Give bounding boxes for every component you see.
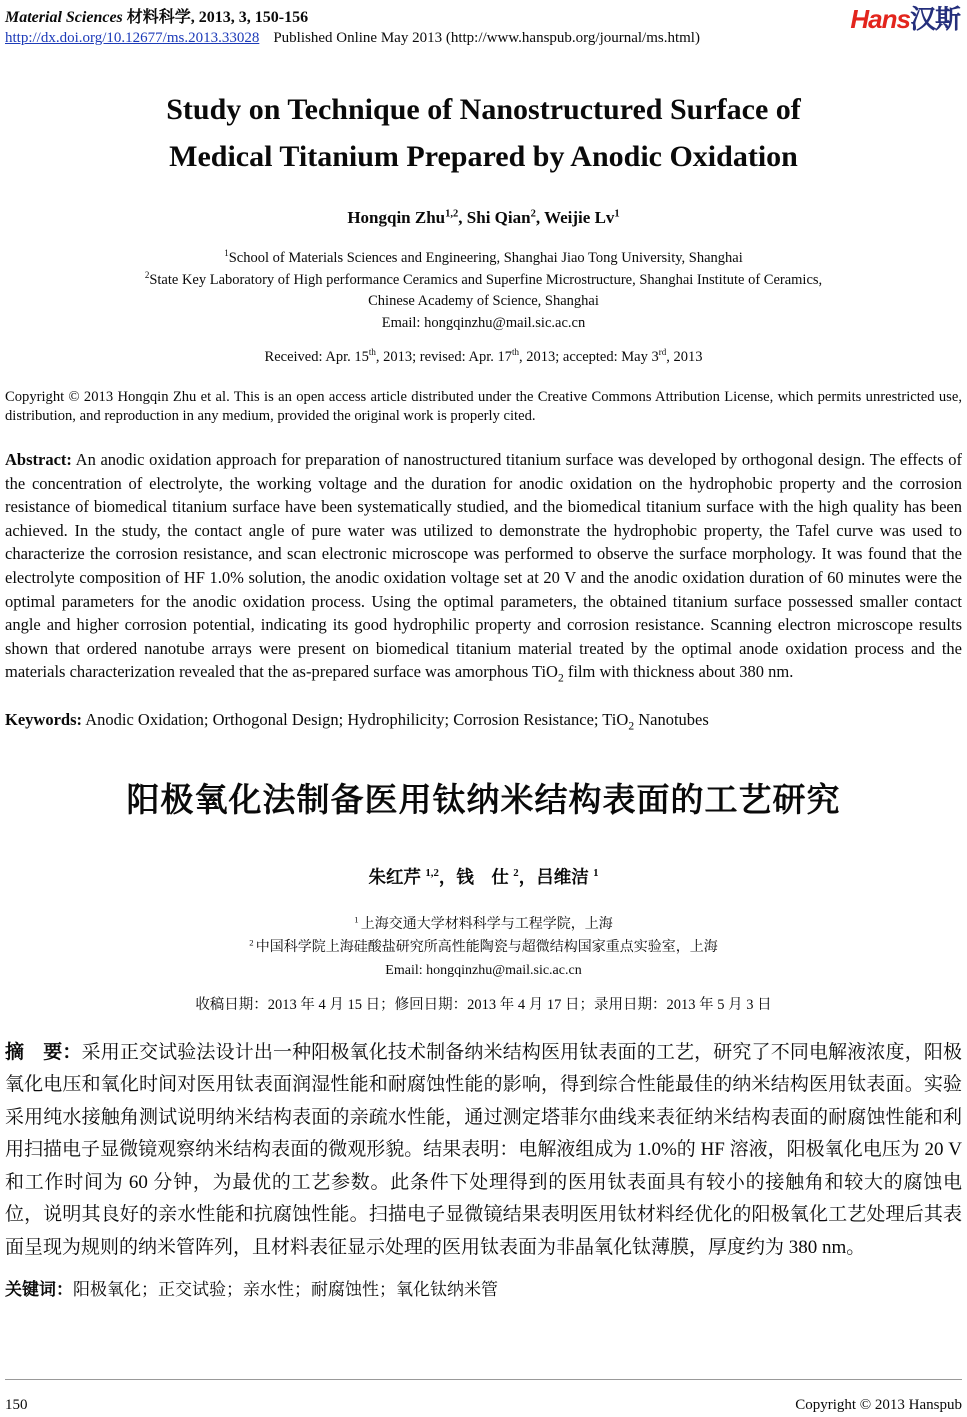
affiliation-1-marker: 1 — [224, 248, 229, 259]
keywords-cn — [5, 1278, 962, 1302]
author-separator: , — [535, 208, 545, 227]
author-separator-cn: ，钱 仕 — [438, 866, 514, 887]
journal-citation-line — [5, 8, 962, 28]
tio2-subscript: 2 — [628, 720, 635, 733]
accepted-year: , 2013 — [666, 349, 703, 365]
published-online-text: Published Online May 2013 (http://www.hanspub.org/journal/ms.html) — [273, 30, 700, 46]
authors-cn — [5, 865, 962, 889]
affiliation-1-cn — [5, 913, 962, 936]
keywords-label-cn: 关键词： — [5, 1280, 73, 1300]
ordinal-suffix: th — [511, 347, 519, 358]
author-3: Weijie Lv — [544, 208, 615, 227]
affiliation-1-text: School of Materials Sciences and Engineering, Shanghai Jiao Tong University, Shanghai — [228, 250, 743, 266]
received-text: Received: Apr. 15 — [264, 349, 369, 365]
footer-copyright: Copyright © 2013 Hanspub — [795, 1397, 962, 1413]
hans-logo-chinese: 汉斯 — [909, 4, 960, 34]
abstract-body-cn: 采用正交试验法设计出一种阳极氧化技术制备纳米结构医用钛表面的工艺，研究了不同电解液浓度，阳极氧化电压和氧化时间对医用钛表面润湿性能和耐腐蚀性能的影响，得到综合性能最佳的纳米结构医用钛表面。实验采用纯水接触角测试说明纳米结构表面的亲疏水性能，通过测定塔菲尔曲线来表征纳米结构表面的耐腐蚀性能和利用扫描电子显微镜观察纳米结构表面的微观形貌。结果表明：电解液组成为 1.0%的 HF 溶液，阳极氧化电压为 20 V 和工作时间为 60 分钟，为最优的工艺参数。此条件下处理得到的医用钛表面具有较小的接触角和较大的腐蚀电位，说明其良好的亲水性能和抗腐蚀性能。扫描电子显微镜结果表明医用钛材料经优化的阳极氧化工艺处理后其表面呈现为规则的纳米管阵列，且材料表征显示处理的医用钛表面为非晶氧化钛薄膜，厚度约为 380 nm。 — [5, 1041, 962, 1258]
affiliation-2-cn-marker: 2 — [249, 937, 256, 948]
dates-line-cn: 收稿日期：2013 年 4 月 15 日；修回日期：2013 年 4 月 17 日；录用日期：2013 年 5 月 3 日 — [195, 996, 772, 1013]
keywords-body-cn: 阳极氧化；正交试验；亲水性；耐腐蚀性；氧化钛纳米管 — [73, 1280, 498, 1300]
hanspub-logo — [850, 6, 960, 32]
author-3-cn-marker: 1 — [593, 867, 599, 880]
affiliations-cn — [5, 913, 962, 982]
hans-logo-latin: Hans — [850, 4, 910, 34]
doi-link[interactable]: http://dx.doi.org/10.12677/ms.2013.33028 — [5, 30, 260, 46]
journal-name: Material Sciences — [5, 9, 123, 26]
affiliation-2 — [5, 270, 962, 292]
keywords-body-1: Anodic Oxidation; Orthogonal Design; Hydrophilicity; Corrosion Resistance; TiO — [82, 709, 629, 729]
author-3-affil-marker: 1 — [614, 208, 620, 220]
affiliations-en — [5, 248, 962, 334]
author-2-affil-marker: 2 — [530, 208, 536, 220]
revised-text: , 2013; revised: Apr. 17 — [375, 349, 512, 365]
affiliation-2-cn-text: 中国科学院上海硅酸盐研究所高性能陶瓷与超微结构国家重点实验室，上海 — [255, 939, 718, 955]
author-2-cn-marker: 2 — [513, 867, 519, 880]
author-2: Shi Qian — [466, 208, 531, 227]
affiliation-1 — [5, 248, 962, 270]
journal-issue-info: 材料科学, 2013, 3, 150-156 — [122, 9, 309, 26]
abstract-body-1: An anodic oxidation approach for preparation of nanostructured titanium surface was developed by orthogonal design. The effects of the concentration of electrolyte, the working voltage and the duration for anodic oxidation on the hydrophobic property and the corrosion resistance of biomedical titanium surface have been systematically studied, and the biomedical titanium surface with the high quality has been achieved. In the study, the contact angle of pure water was utilized to demonstrate the hydrophobic property, the Tafel curve was used to characterize the corrosion resistance, and scan electronic microscope was performed to observe the surface morphology. It was found that the electrolyte composition of HF 1.0% solution, the anodic oxidation voltage set at 20 V and the anodic oxidation duration of 60 minutes were the optimal parameters for the anodic oxidation process. Using the optimal parameters, the obtained titanium surface possessed smaller contact angle and higher corrosion potential, indicating its good hydrophilic property and corrosion resistance. Scanning electron microscope results shown that ordered nanotube arrays were present on biomedical titanium material treated by the optimal anode oxidation process and the materials characterization revealed that the as-prepared surface was amorphous TiO — [5, 450, 962, 682]
author-separator-cn: ，吕维洁 — [518, 866, 594, 887]
author-1: Hongqin Zhu — [347, 208, 446, 227]
ordinal-suffix: rd — [658, 347, 667, 358]
affiliation-2-cont: Chinese Academy of Science, Shanghai — [368, 293, 599, 309]
affiliation-2-marker: 2 — [144, 269, 150, 280]
affiliation-1-cn-text: 上海交通大学材料科学与工程学院，上海 — [360, 916, 613, 932]
affiliation-2-text: State Key Laboratory of High performance Ceramics and Superfine Microstructure, Shanghai Institute of Ceramics, — [149, 271, 823, 288]
doi-line — [5, 29, 962, 48]
copyright-notice: Copyright © 2013 Hongqin Zhu et al. This is an open access article distributed under the Creative Commons Attribution License, which permits unrestricted use, distribution, and reproduction in any medium, provided the original work is properly cited. — [5, 389, 962, 424]
abstract-label-cn: 摘 要： — [5, 1041, 82, 1063]
affiliation-1-cn-marker: 1 — [354, 914, 361, 925]
abstract-cn — [5, 1037, 962, 1265]
tio2-subscript: 2 — [557, 672, 564, 685]
abstract-body-2: film with thickness about 380 nm. — [563, 662, 794, 682]
article-title-en — [5, 86, 962, 180]
keywords-body-2: Nanotubes — [634, 709, 709, 729]
author-separator: , — [458, 208, 467, 227]
received-dates-line — [5, 347, 962, 367]
accepted-text: , 2013; accepted: May 3 — [518, 349, 659, 365]
article-title-cn: 阳极氧化法制备医用钛纳米结构表面的工艺研究 — [126, 782, 841, 819]
email-line: Email: hongqinzhu@mail.sic.ac.cn — [381, 314, 586, 331]
email-line-cn: Email: hongqinzhu@mail.sic.ac.cn — [385, 962, 582, 978]
page-number: 150 — [5, 1397, 28, 1413]
title-line-2: Medical Titanium Prepared by Anodic Oxidation — [169, 140, 798, 173]
journal-header — [5, 4, 962, 48]
author-1-cn: 朱红芹 — [368, 866, 426, 887]
abstract-en — [5, 448, 962, 684]
abstract-label: Abstract: — [5, 450, 72, 469]
ordinal-suffix: th — [368, 347, 376, 358]
keywords-label: Keywords: — [5, 709, 82, 729]
affiliation-2-cn — [5, 936, 962, 959]
authors-en — [5, 206, 962, 229]
author-1-cn-marker: 1,2 — [425, 867, 439, 880]
author-1-affil-marker: 1,2 — [445, 208, 459, 220]
page-footer — [5, 1379, 962, 1417]
title-line-1: Study on Technique of Nanostructured Surface of — [166, 93, 801, 126]
keywords-en — [5, 708, 962, 731]
